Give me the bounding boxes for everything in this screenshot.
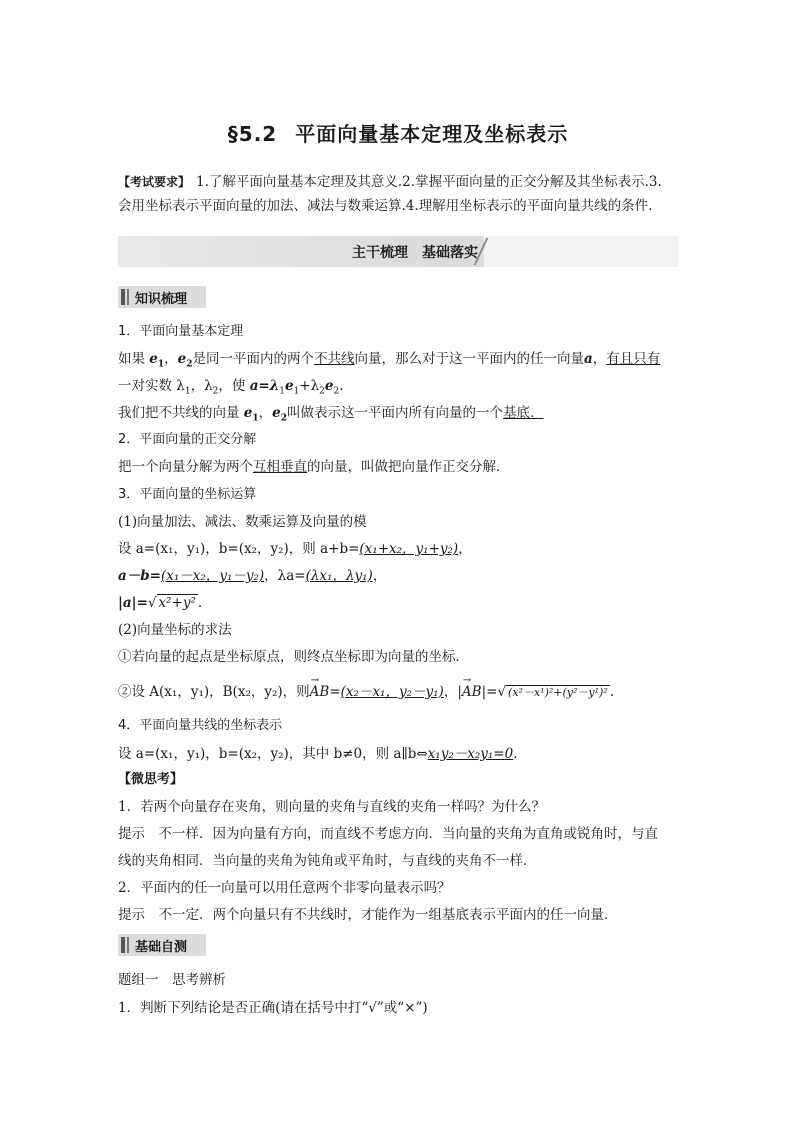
answer-1-line-2: 线的夹角相同．当向量的夹角为钝角或平角时，与直线的夹角不一样．: [118, 853, 537, 869]
answer-2: 提示 不一定．两个向量只有不共线时，才能作为一组基底表示平面内的任一向量．: [118, 907, 618, 923]
paragraph-line: (2)向量坐标的求法: [118, 622, 232, 638]
requirements-line-2: 会用坐标表示平面向量的加法、减法与数乘运算.4.理解用坐标表示的平面向量共线的条件.: [118, 198, 653, 214]
heading-coordinate-ops: 3．平面向量的坐标运算: [118, 487, 257, 502]
section-title: 平面向量基本定理及坐标表示: [295, 122, 569, 146]
header-bar-icon: [127, 289, 129, 305]
formula-line: ②设 A(x₁，y₁)，B(x₂，y₂)，则→ AB=(x₂－x₁，y₂－y₁)，|→ AB|=√ (x²－x¹)²+(y²－y¹)² .: [118, 682, 698, 703]
section-number: §5.2: [227, 122, 278, 146]
header-bar-icon: [121, 937, 125, 953]
knowledge-header-label: 知识梳理: [135, 292, 188, 307]
group-label: 题组一 思考辨析: [118, 972, 226, 988]
knowledge-header: [118, 286, 206, 308]
heading-basic-theorem: 1．平面向量基本定理: [118, 324, 244, 339]
exam-requirements: [118, 170, 678, 218]
formula-line: 设 a=(x₁，y₁)，b=(x₂，y₂)，其中 b≠0，则 a∥b⇔x₁y₂－x₂y₁=0.: [118, 746, 518, 762]
paragraph-line: 我们把不共线的向量 $e_1$，$e_2$叫做表示这一平面内所有向量的一个基底．: [118, 405, 544, 424]
section-banner: [118, 236, 678, 267]
question-2: 2．平面内的任一向量可以用任意两个非零向量表示吗？: [118, 880, 451, 896]
header-bar-icon: [127, 937, 129, 953]
selftest-header: [118, 934, 206, 956]
paragraph-line: (1)向量加法、减法、数乘运算及向量的模: [118, 514, 367, 530]
page-title: [118, 118, 678, 147]
requirements-line-1: 1.了解平面向量基本定理及其意义.2.掌握平面向量的正交分解及其坐标表示.3.: [196, 174, 662, 190]
paragraph-line: 如果 $e_1$，$e_2$是同一平面内的两个不共线向量，那么对于这一平面内的任一向量a，有且只有: [118, 351, 661, 370]
think-tag: 【微思考】: [118, 772, 184, 787]
paragraph-line: ①若向量的起点是坐标原点，则终点坐标即为向量的坐标．: [118, 649, 469, 665]
paragraph-line: 把一个向量分解为两个互相垂直的向量，叫做把向量作正交分解．: [118, 459, 510, 475]
selftest-header-label: 基础自测: [135, 940, 188, 955]
heading-collinear: 4．平面向量共线的坐标表示: [118, 718, 283, 733]
answer-1-line-1: 提示 不一样．因为向量有方向，而直线不考虑方向．当向量的夹角为直角或锐角时，与直: [118, 826, 658, 842]
paragraph-line: 一对实数 $\lambda_1$，$\lambda_2$，使 $a=\lambda_1e_1+\lambda_2e_2$.: [118, 378, 344, 397]
header-bar-icon: [121, 289, 125, 305]
formula-line: 设 a=(x₁，y₁)，b=(x₂，y₂)，则 a+b=(x₁+x₂，y₁+y₂)，: [118, 541, 472, 557]
heading-orthogonal: 2．平面向量的正交分解: [118, 432, 257, 447]
formula-line: |a|=√ x²+y² .: [118, 595, 203, 611]
requirements-tag: 【考试要求】: [118, 175, 191, 189]
formula-line: a－b=(x₁－x₂，y₁－y₂)，λa=(λx₁，λy₁)，: [118, 568, 387, 584]
selftest-question-1: 1．判断下列结论是否正确(请在括号中打“√”或“×”): [118, 1000, 428, 1016]
banner-right-panel: [484, 236, 678, 267]
question-1: 1．若两个向量存在夹角，则向量的夹角与直线的夹角一样吗？为什么？: [118, 799, 546, 815]
banner-label: 主干梳理 基础落实: [352, 245, 478, 261]
